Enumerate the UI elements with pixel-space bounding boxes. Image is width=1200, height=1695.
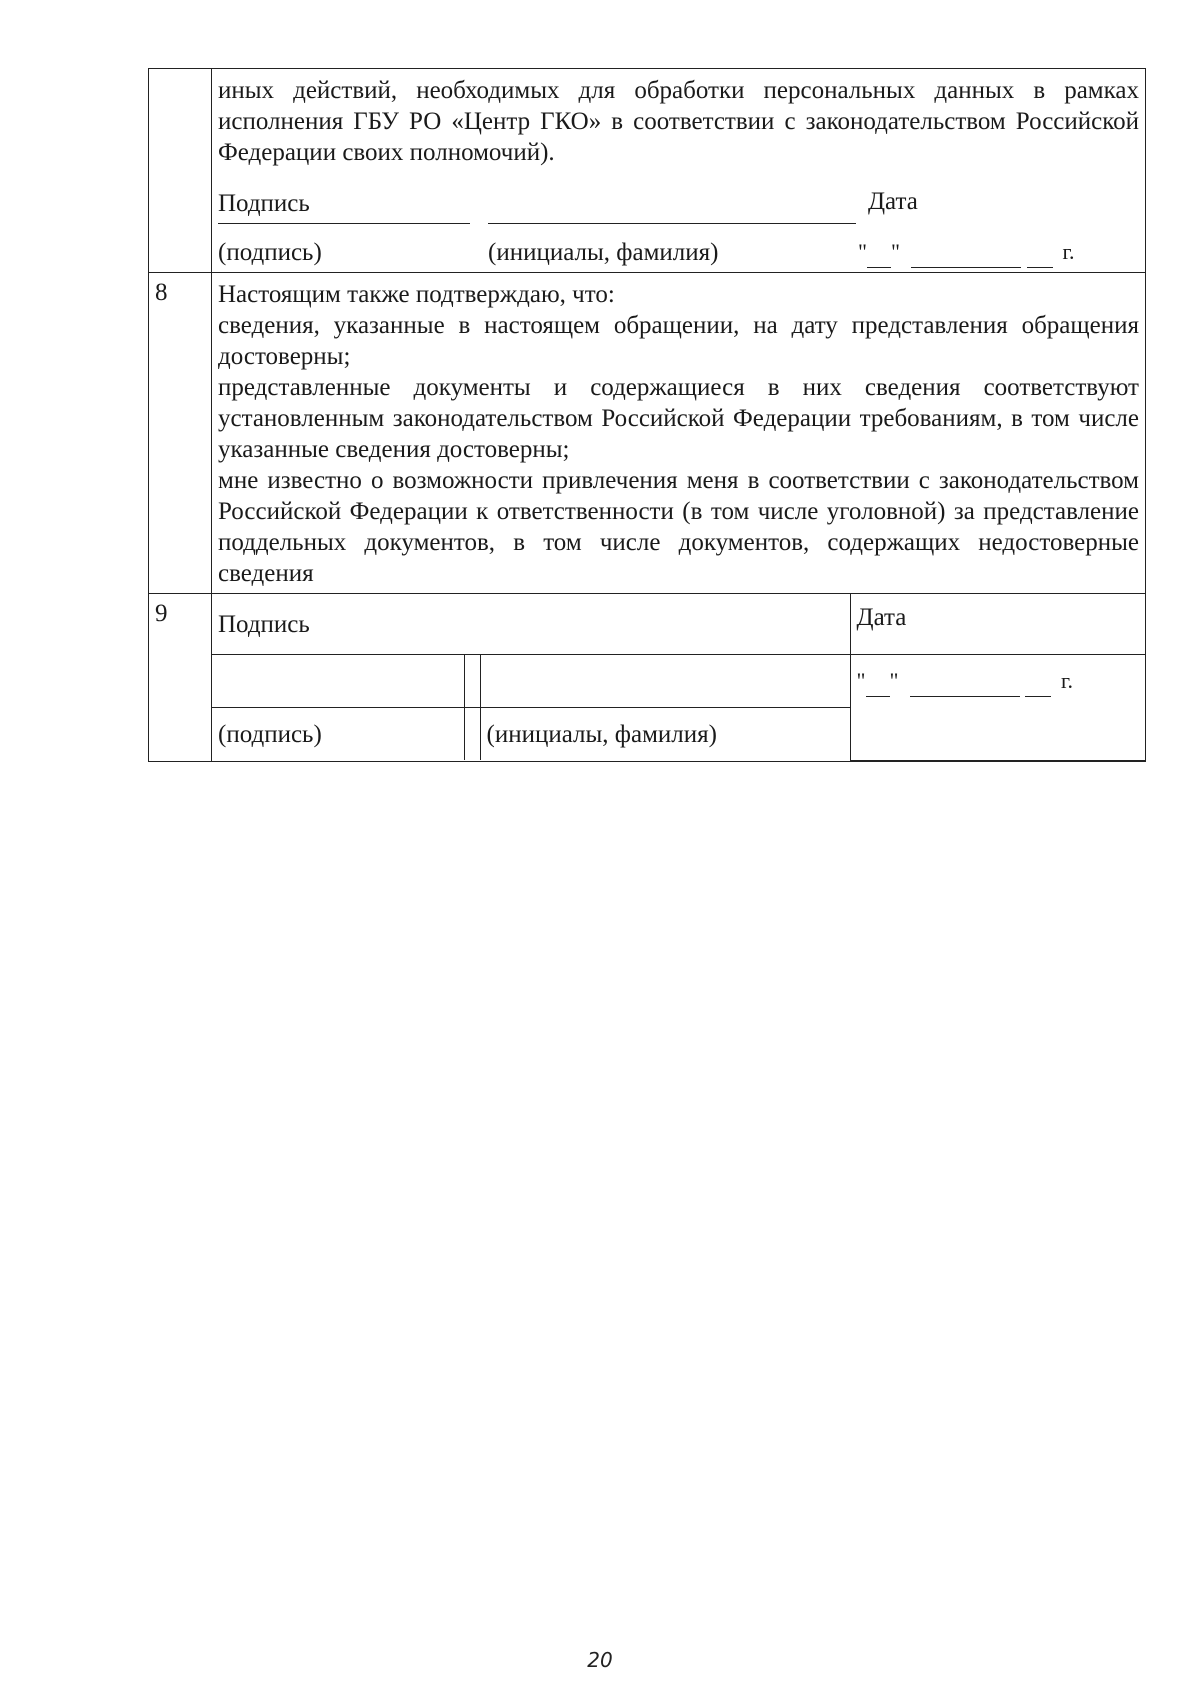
date-label-cell: Дата [850,594,1145,655]
date-month-line [911,236,1021,268]
date-year-suffix: г. [1060,668,1074,693]
table-row-continuation [149,69,1146,273]
form-table [148,68,1146,762]
date-quote-open: " [856,668,866,693]
date-quote-close: " [889,668,899,693]
signature-caption-block [218,232,1139,268]
date-year-line [1025,665,1051,697]
signature-grid-header-row [212,594,1145,655]
signature-caption-cell: (подпись) [212,708,464,761]
row-number-9: 9 [149,594,212,762]
signature-spacer-cell [464,655,480,708]
initials-caption-cell: (инициалы, фамилия) [480,708,850,761]
date-year-line [1027,236,1053,268]
confirmation-intro: Настоящим также подтверждаю, что: [218,281,615,308]
date-quote-open: " [858,239,867,264]
confirmation-para-1: сведения, указанные в настоящем обращении, на дату представления обращения достоверны; [218,312,1139,370]
signature-input-cell[interactable] [212,655,464,708]
row-number-cell-empty [149,69,212,273]
date-field[interactable] [858,236,1075,268]
date-year-suffix: г. [1062,239,1075,264]
page-number: 20 [587,1648,613,1672]
initials-caption: (инициалы, фамилия) [488,239,719,266]
initials-underline [488,223,856,224]
signature-label-cell: Подпись [212,594,850,655]
continuation-content-cell [212,69,1146,273]
signature-underline [218,223,470,224]
row-8-content-cell [212,273,1146,594]
initials-input-cell[interactable] [480,655,850,708]
confirmation-para-2: представленные документы и содержащиеся в них сведения соответствуют установленным законодательством Российской Федерации требованиям, в том числе указанные сведения достоверны; [218,374,1139,463]
date-field-row-9[interactable] [857,665,1139,697]
consent-continuation-text: иных действий, необходимых для обработки персональных данных в рамках исполнения ГБУ РО «Центр ГКО» в соответствии с законодательством Российской Федерации своих полномочий). [218,77,1139,166]
signature-label: Подпись [218,190,310,217]
row-9-content-cell [212,594,1146,762]
signature-grid [212,594,1145,761]
row-number-8: 8 [149,273,212,594]
table-row-9 [149,594,1146,762]
signature-caption: (подпись) [218,239,322,266]
signature-line-block [218,188,1139,224]
signature-grid-input-row [212,655,1145,708]
signature-field[interactable] [218,188,470,224]
date-label: Дата [868,188,918,215]
confirmation-para-3: мне известно о возможности привлечения меня в соответствии с законодательством Российской Федерации к ответственности (в том числе уголовной) за представление поддельных документов, в том числе документов, содержащих недостоверные сведения [218,467,1139,587]
date-quote-close: " [890,239,900,264]
date-day-line [866,665,890,697]
initials-field[interactable] [488,223,856,224]
caption-spacer-cell [464,708,480,761]
date-day-line [867,236,891,268]
date-month-line [910,665,1020,697]
table-row-8 [149,273,1146,594]
date-input-cell[interactable] [850,655,1145,761]
